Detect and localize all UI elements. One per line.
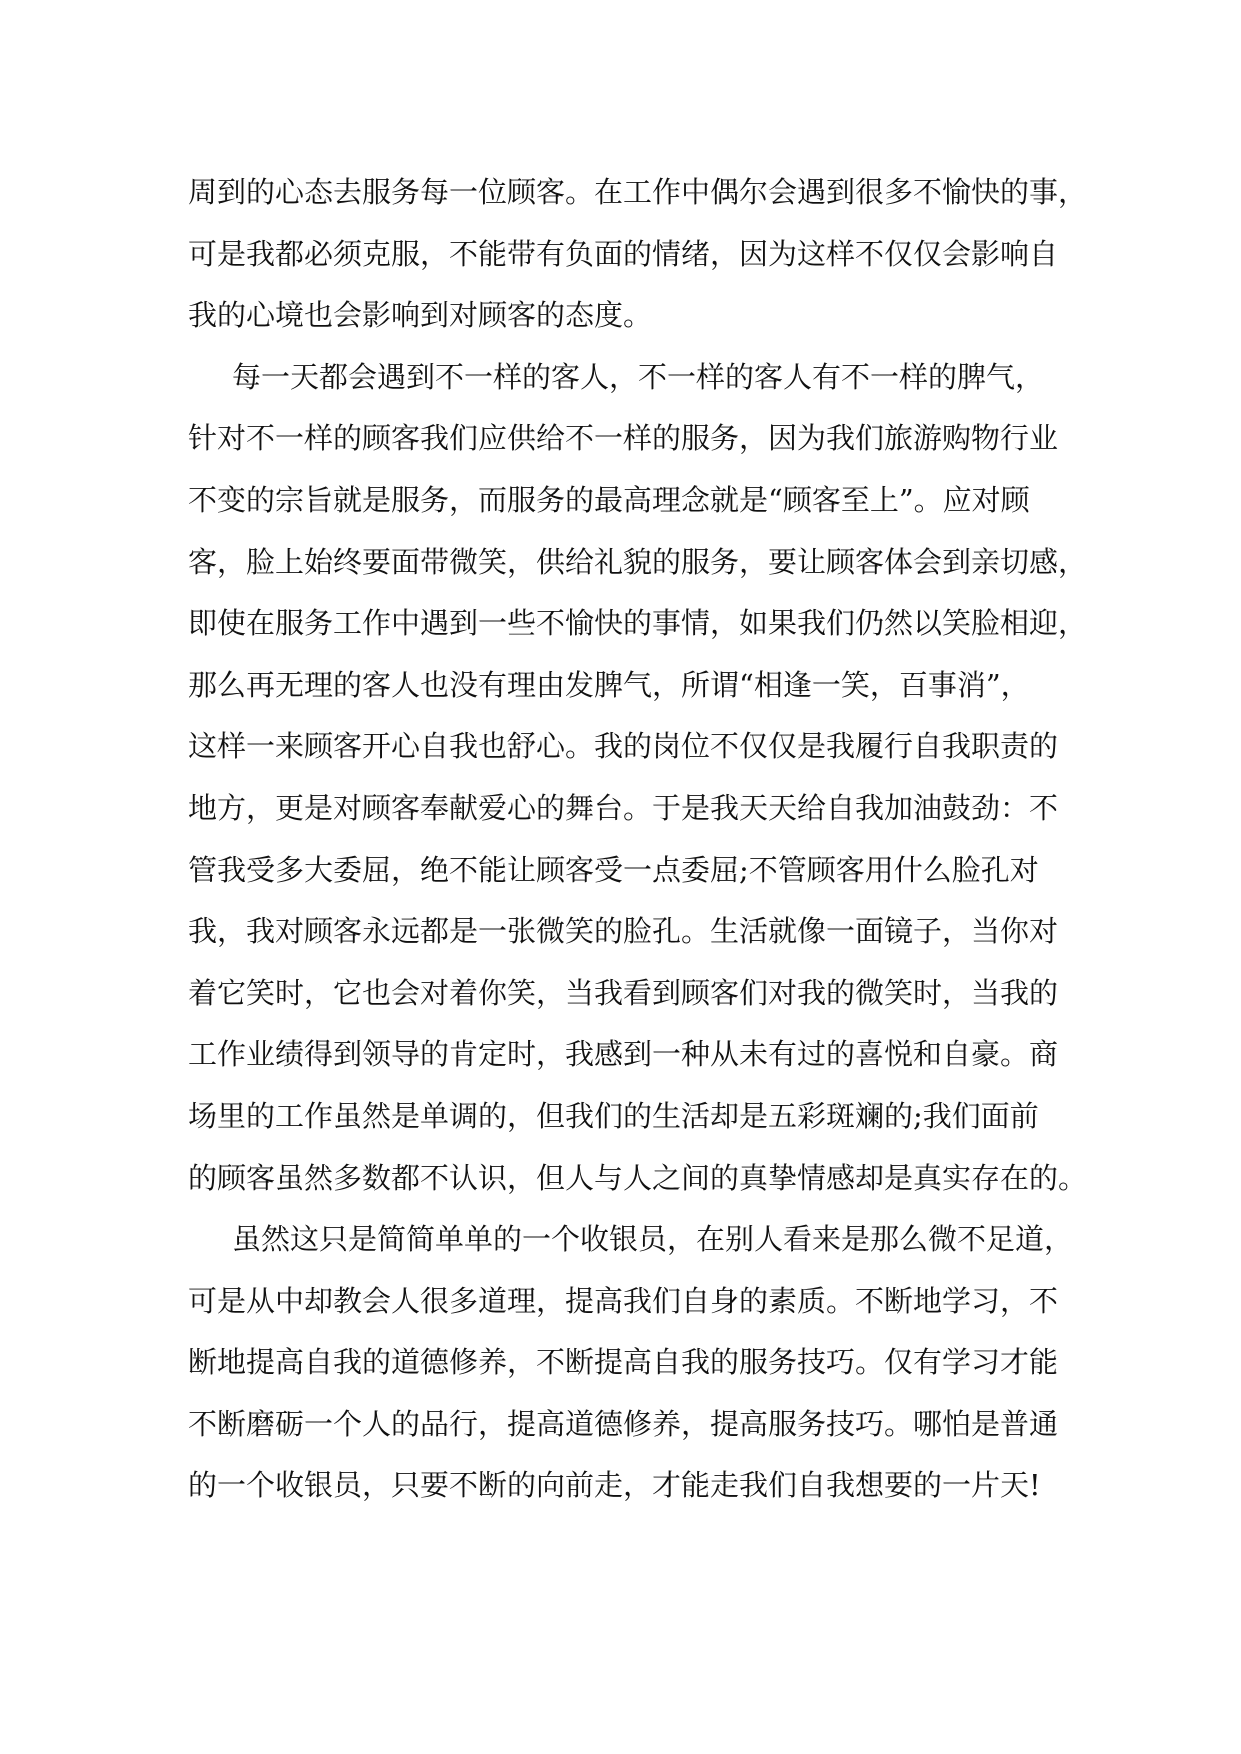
text-line: 可是从中却教会人很多道理，提高我们自身的素质。不断地学习，不 [188,1283,1059,1318]
text-line: 不断磨砺一个人的品行，提高道德修养，提高服务技巧。哪怕是普通 [188,1406,1059,1441]
text-line: 场里的工作虽然是单调的，但我们的生活却是五彩斑斓的;我们面前 [188,1098,1039,1133]
text-line: 地方，更是对顾客奉献爱心的舞台。于是我天天给自我加油鼓劲：不 [188,790,1059,825]
text-line: 不变的宗旨就是服务，而服务的最高理念就是“顾客至上”。应对顾 [188,482,1030,517]
text-line: 周到的心态去服务每一位顾客。在工作中偶尔会遇到很多不愉快的事， [188,175,1088,209]
text-line: 这样一来顾客开心自我也舒心。我的岗位不仅仅是我履行自我职责的 [188,729,1059,764]
text-line: 我，我对顾客永远都是一张微笑的脸孔。生活就像一面镜子，当你对 [188,914,1059,949]
text-line: 的顾客虽然多数都不认识，但人与人之间的真挚情感却是真实存在的。 [188,1160,1088,1195]
text-line: 着它笑时，它也会对着你笑，当我看到顾客们对我的微笑时，当我的 [188,975,1059,1010]
text-line: 客，脸上始终要面带微笑，供给礼貌的服务，要让顾客体会到亲切感， [188,544,1088,579]
text-line: 那么再无理的客人也没有理由发脾气，所谓“相逢一笑，百事消”， [188,667,1030,702]
text-line: 管我受多大委屈，绝不能让顾客受一点委屈;不管顾客用什么脸孔对 [188,852,1039,887]
text-line: 即使在服务工作中遇到一些不愉快的事情，如果我们仍然以笑脸相迎， [188,606,1088,641]
text-line: 我的心境也会影响到对顾客的态度。 [188,298,653,333]
paragraph-first-line: 虽然这只是简简单单的一个收银员，在别人看来是那么微不足道， [232,1222,1074,1257]
text-line: 断地提高自我的道德修养，不断提高自我的服务技巧。仅有学习才能 [188,1345,1059,1380]
text-line: 的一个收银员，只要不断的向前走，才能走我们自我想要的一片天! [188,1468,1041,1503]
paragraph-first-line: 每一天都会遇到不一样的客人，不一样的客人有不一样的脾气， [232,359,1045,394]
body-text [188,162,1088,1517]
text-line: 工作业绩得到领导的肯定时，我感到一种从未有过的喜悦和自豪。商 [188,1037,1059,1072]
text-line: 可是我都必须克服，不能带有负面的情绪，因为这样不仅仅会影响自 [188,236,1059,271]
text-line: 针对不一样的顾客我们应供给不一样的服务，因为我们旅游购物行业 [188,421,1059,456]
